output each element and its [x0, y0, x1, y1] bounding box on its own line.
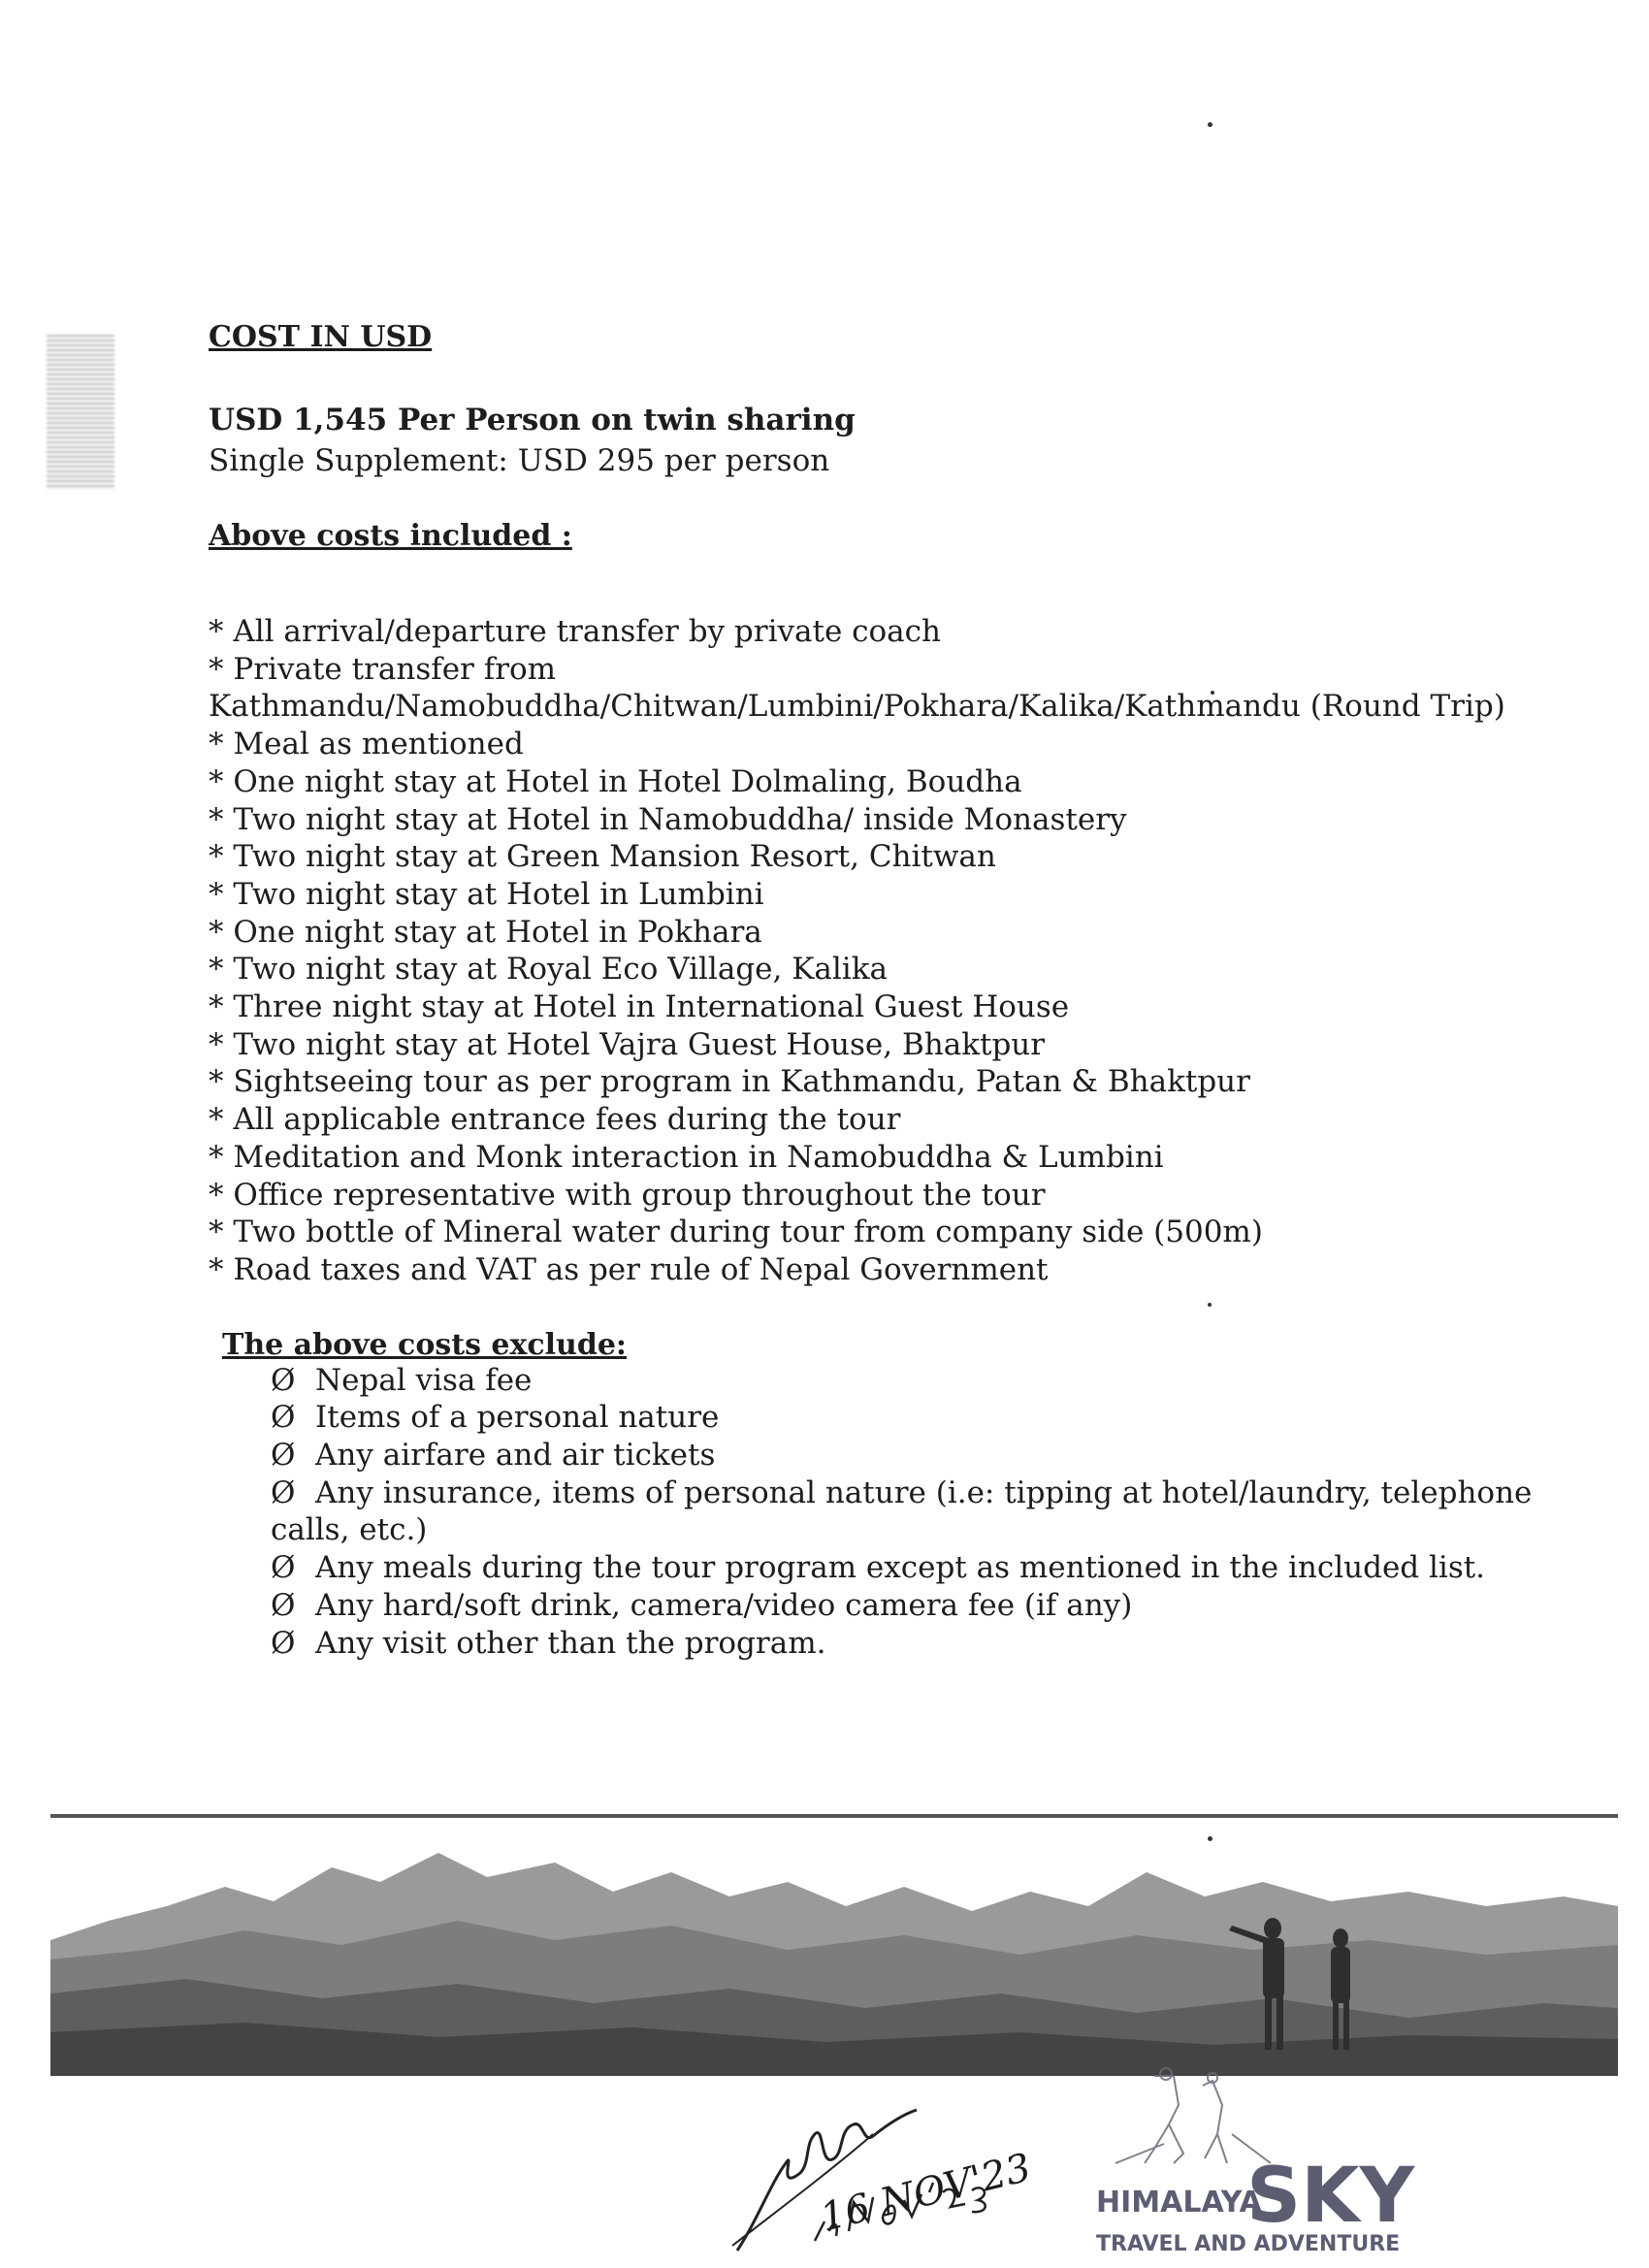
- scan-speck: [1208, 122, 1212, 127]
- included-item: * Two night stay at Green Mansion Resort, Chitwan: [209, 839, 996, 875]
- excluded-item-text: Any airfare and air tickets: [315, 1438, 716, 1474]
- excluded-item: [271, 1625, 1557, 1663]
- mountain-banner: [50, 1814, 1618, 2076]
- single-supplement: Single Supplement: USD 295 per person: [209, 443, 830, 478]
- excluded-item-text: Any insurance, items of personal nature (i.e: tipping at hotel/laundry, telephone calls, etc.): [271, 1474, 1533, 1548]
- excluded-item-text: Nepal visa fee: [315, 1362, 533, 1398]
- empty-set-bullet: Ø: [271, 1474, 296, 1510]
- excluded-item: [271, 1587, 1557, 1625]
- empty-set-bullet: Ø: [271, 1438, 296, 1474]
- excluded-heading: The above costs exclude:: [222, 1327, 627, 1362]
- stamp-brand-small: HIMALAYA: [1096, 2186, 1262, 2219]
- included-item: * Sightseeing tour as per program in Kathmandu, Patan & Bhaktpur: [209, 1064, 1250, 1100]
- included-item: * Two bottle of Mineral water during tour from company side (500m): [209, 1215, 1263, 1250]
- stamp-tagline: TRAVEL AND ADVENTURE: [1096, 2232, 1401, 2256]
- empty-set-bullet: Ø: [271, 1400, 296, 1436]
- empty-set-bullet: Ø: [271, 1587, 296, 1623]
- included-item: * One night stay at Hotel in Pokhara: [209, 914, 762, 950]
- himalaya-sky-stamp: [1077, 2066, 1415, 2260]
- included-item: * Private transfer from Kathmandu/Namobuddha/Chitwan/Lumbini/Pokhara/Kalika/Kathmandu (Round Trip): [209, 651, 1505, 725]
- excluded-item-text: Items of a personal nature: [315, 1400, 720, 1436]
- excluded-item-text: Any visit other than the program.: [315, 1625, 826, 1661]
- excluded-item: [271, 1474, 1557, 1549]
- signature-date: 16 NOV'23: [816, 2145, 1036, 2241]
- excluded-item: [271, 1399, 1557, 1437]
- included-item: * Two night stay at Royal Eco Village, Kalika: [209, 952, 888, 988]
- excluded-item: [271, 1437, 1557, 1474]
- included-heading: Above costs included :: [209, 519, 572, 553]
- excluded-item-text: Any meals during the tour program except as mentioned in the included list.: [315, 1550, 1486, 1586]
- cost-heading: COST IN USD: [209, 320, 433, 354]
- scan-smudge: [47, 335, 114, 490]
- included-item: * Two night stay at Hotel in Lumbini: [209, 876, 764, 912]
- excluded-item: [271, 1362, 1557, 1400]
- excluded-item-text: Any hard/soft drink, camera/video camera fee (if any): [315, 1587, 1133, 1623]
- included-item: * Two night stay at Hotel in Namobuddha/ inside Monastery: [209, 801, 1127, 837]
- empty-set-bullet: Ø: [271, 1625, 296, 1661]
- cost-document: [209, 320, 1557, 1662]
- included-item: * All arrival/departure transfer by private coach: [209, 614, 941, 649]
- included-item: * Three night stay at Hotel in International Guest House: [209, 989, 1070, 1025]
- excluded-list: [271, 1362, 1557, 1663]
- included-item: * Meal as mentioned: [209, 727, 524, 762]
- included-item: * All applicable entrance fees during the tour: [209, 1102, 901, 1138]
- included-item: * Two night stay at Hotel Vajra Guest House, Bhaktpur: [209, 1026, 1046, 1062]
- included-list: [209, 613, 1557, 1289]
- price-per-person: USD 1,545 Per Person on twin sharing: [209, 403, 856, 437]
- excluded-item: [271, 1549, 1557, 1587]
- included-item: * Office representative with group throughout the tour: [209, 1177, 1046, 1213]
- empty-set-bullet: Ø: [271, 1550, 296, 1586]
- handwritten-signature: [718, 2076, 1048, 2260]
- included-item: * Meditation and Monk interaction in Namobuddha & Lumbini: [209, 1139, 1164, 1175]
- stamp-brand-large: SKY: [1246, 2153, 1415, 2240]
- empty-set-bullet: Ø: [271, 1362, 296, 1398]
- included-item: * Road taxes and VAT as per rule of Nepal Government: [209, 1251, 1049, 1287]
- included-item: * One night stay at Hotel in Hotel Dolmaling, Boudha: [209, 763, 1022, 799]
